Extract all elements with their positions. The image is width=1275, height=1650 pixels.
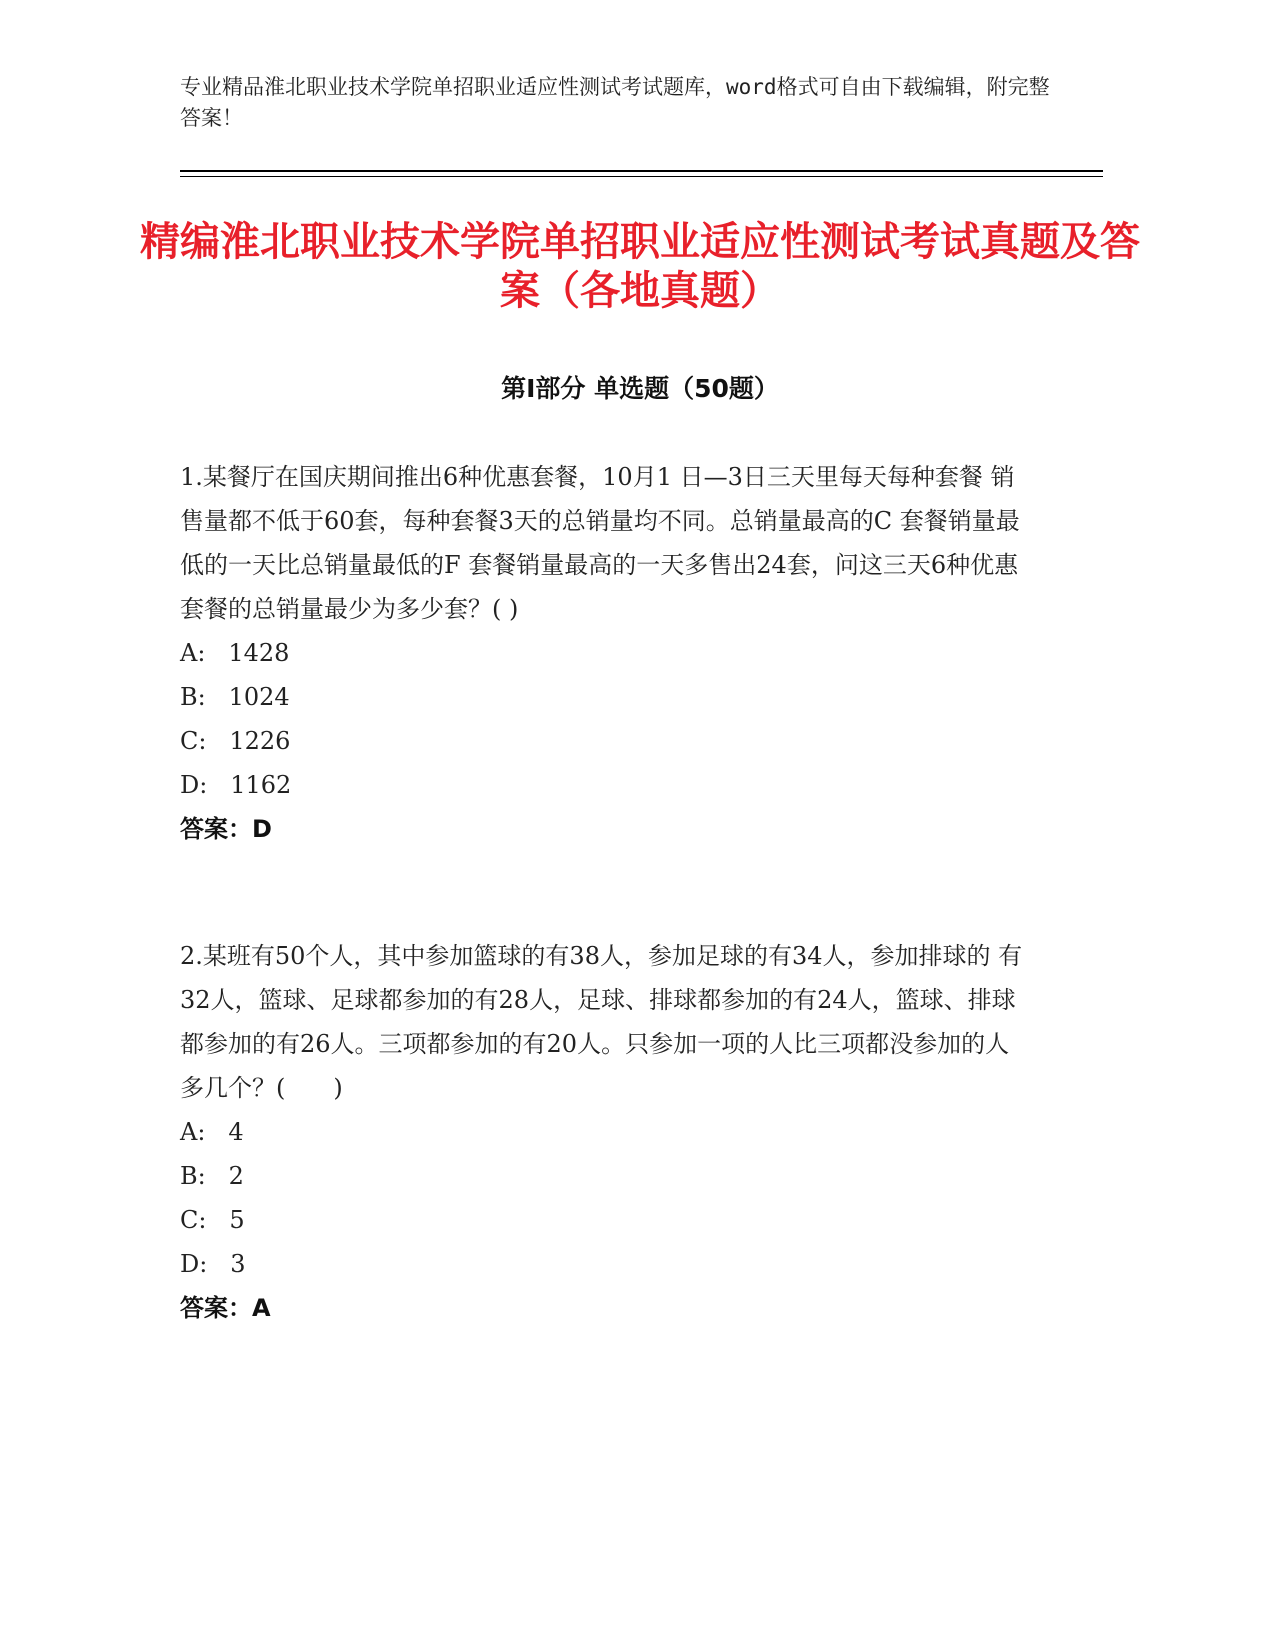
document-title: 精编淮北职业技术学院单招职业适应性测试考试真题及答案（各地真题） [140,219,1140,314]
section-title: 第Ⅰ部分 单选题（50题） [501,374,779,403]
option-c [180,1198,1030,1242]
option-label: B: [180,1162,206,1190]
option-value: 4 [228,1118,244,1146]
question-block [180,455,1030,851]
option-d [180,1242,1030,1286]
option-b [180,1154,1030,1198]
option-b [180,675,1030,719]
option-label: C: [180,1206,207,1234]
option-value: 1226 [229,727,291,755]
option-value: 1428 [228,639,290,667]
option-value: 2 [228,1162,244,1190]
question-stem: 1.某餐厅在国庆期间推出6种优惠套餐，10月1 日—3日三天里每天每种套餐 销售量都不低于60套，每种套餐3天的总销量均不同。总销量最高的C 套餐销量最低的一天比总销量最低的F 套餐销量最高的一天多售出24套，问这三天6种优惠套餐的总销量最少为多少套？( ) [180,463,1020,623]
option-label: D: [180,771,208,799]
option-a [180,631,1030,675]
option-label: D: [180,1250,208,1278]
header-divider-thick [180,170,1103,172]
answer-line: 答案：A [180,1294,271,1322]
option-d [180,763,1030,807]
option-label: B: [180,683,206,711]
option-label: A: [180,1118,206,1146]
header-note: 专业精品淮北职业技术学院单招职业适应性测试考试题库，word格式可自由下载编辑，附完整答案！ [180,75,1050,130]
option-value: 5 [229,1206,245,1234]
option-a [180,1110,1030,1154]
question-stem: 2.某班有50个人，其中参加篮球的有38人，参加足球的有34人，参加排球的 有32人，篮球、足球都参加的有28人，足球、排球都参加的有24人，篮球、排球 都参加的有26人。三项都参加的有20人。只参加一项的人比三项都没参加的人多几个？( ) [180,942,1023,1102]
answer-line: 答案：D [180,815,272,843]
option-c [180,719,1030,763]
question-block [180,934,1030,1330]
option-label: C: [180,727,207,755]
option-value: 1024 [228,683,290,711]
option-label: A: [180,639,206,667]
option-value: 1162 [230,771,292,799]
header-divider-thin [180,176,1103,177]
option-value: 3 [230,1250,246,1278]
